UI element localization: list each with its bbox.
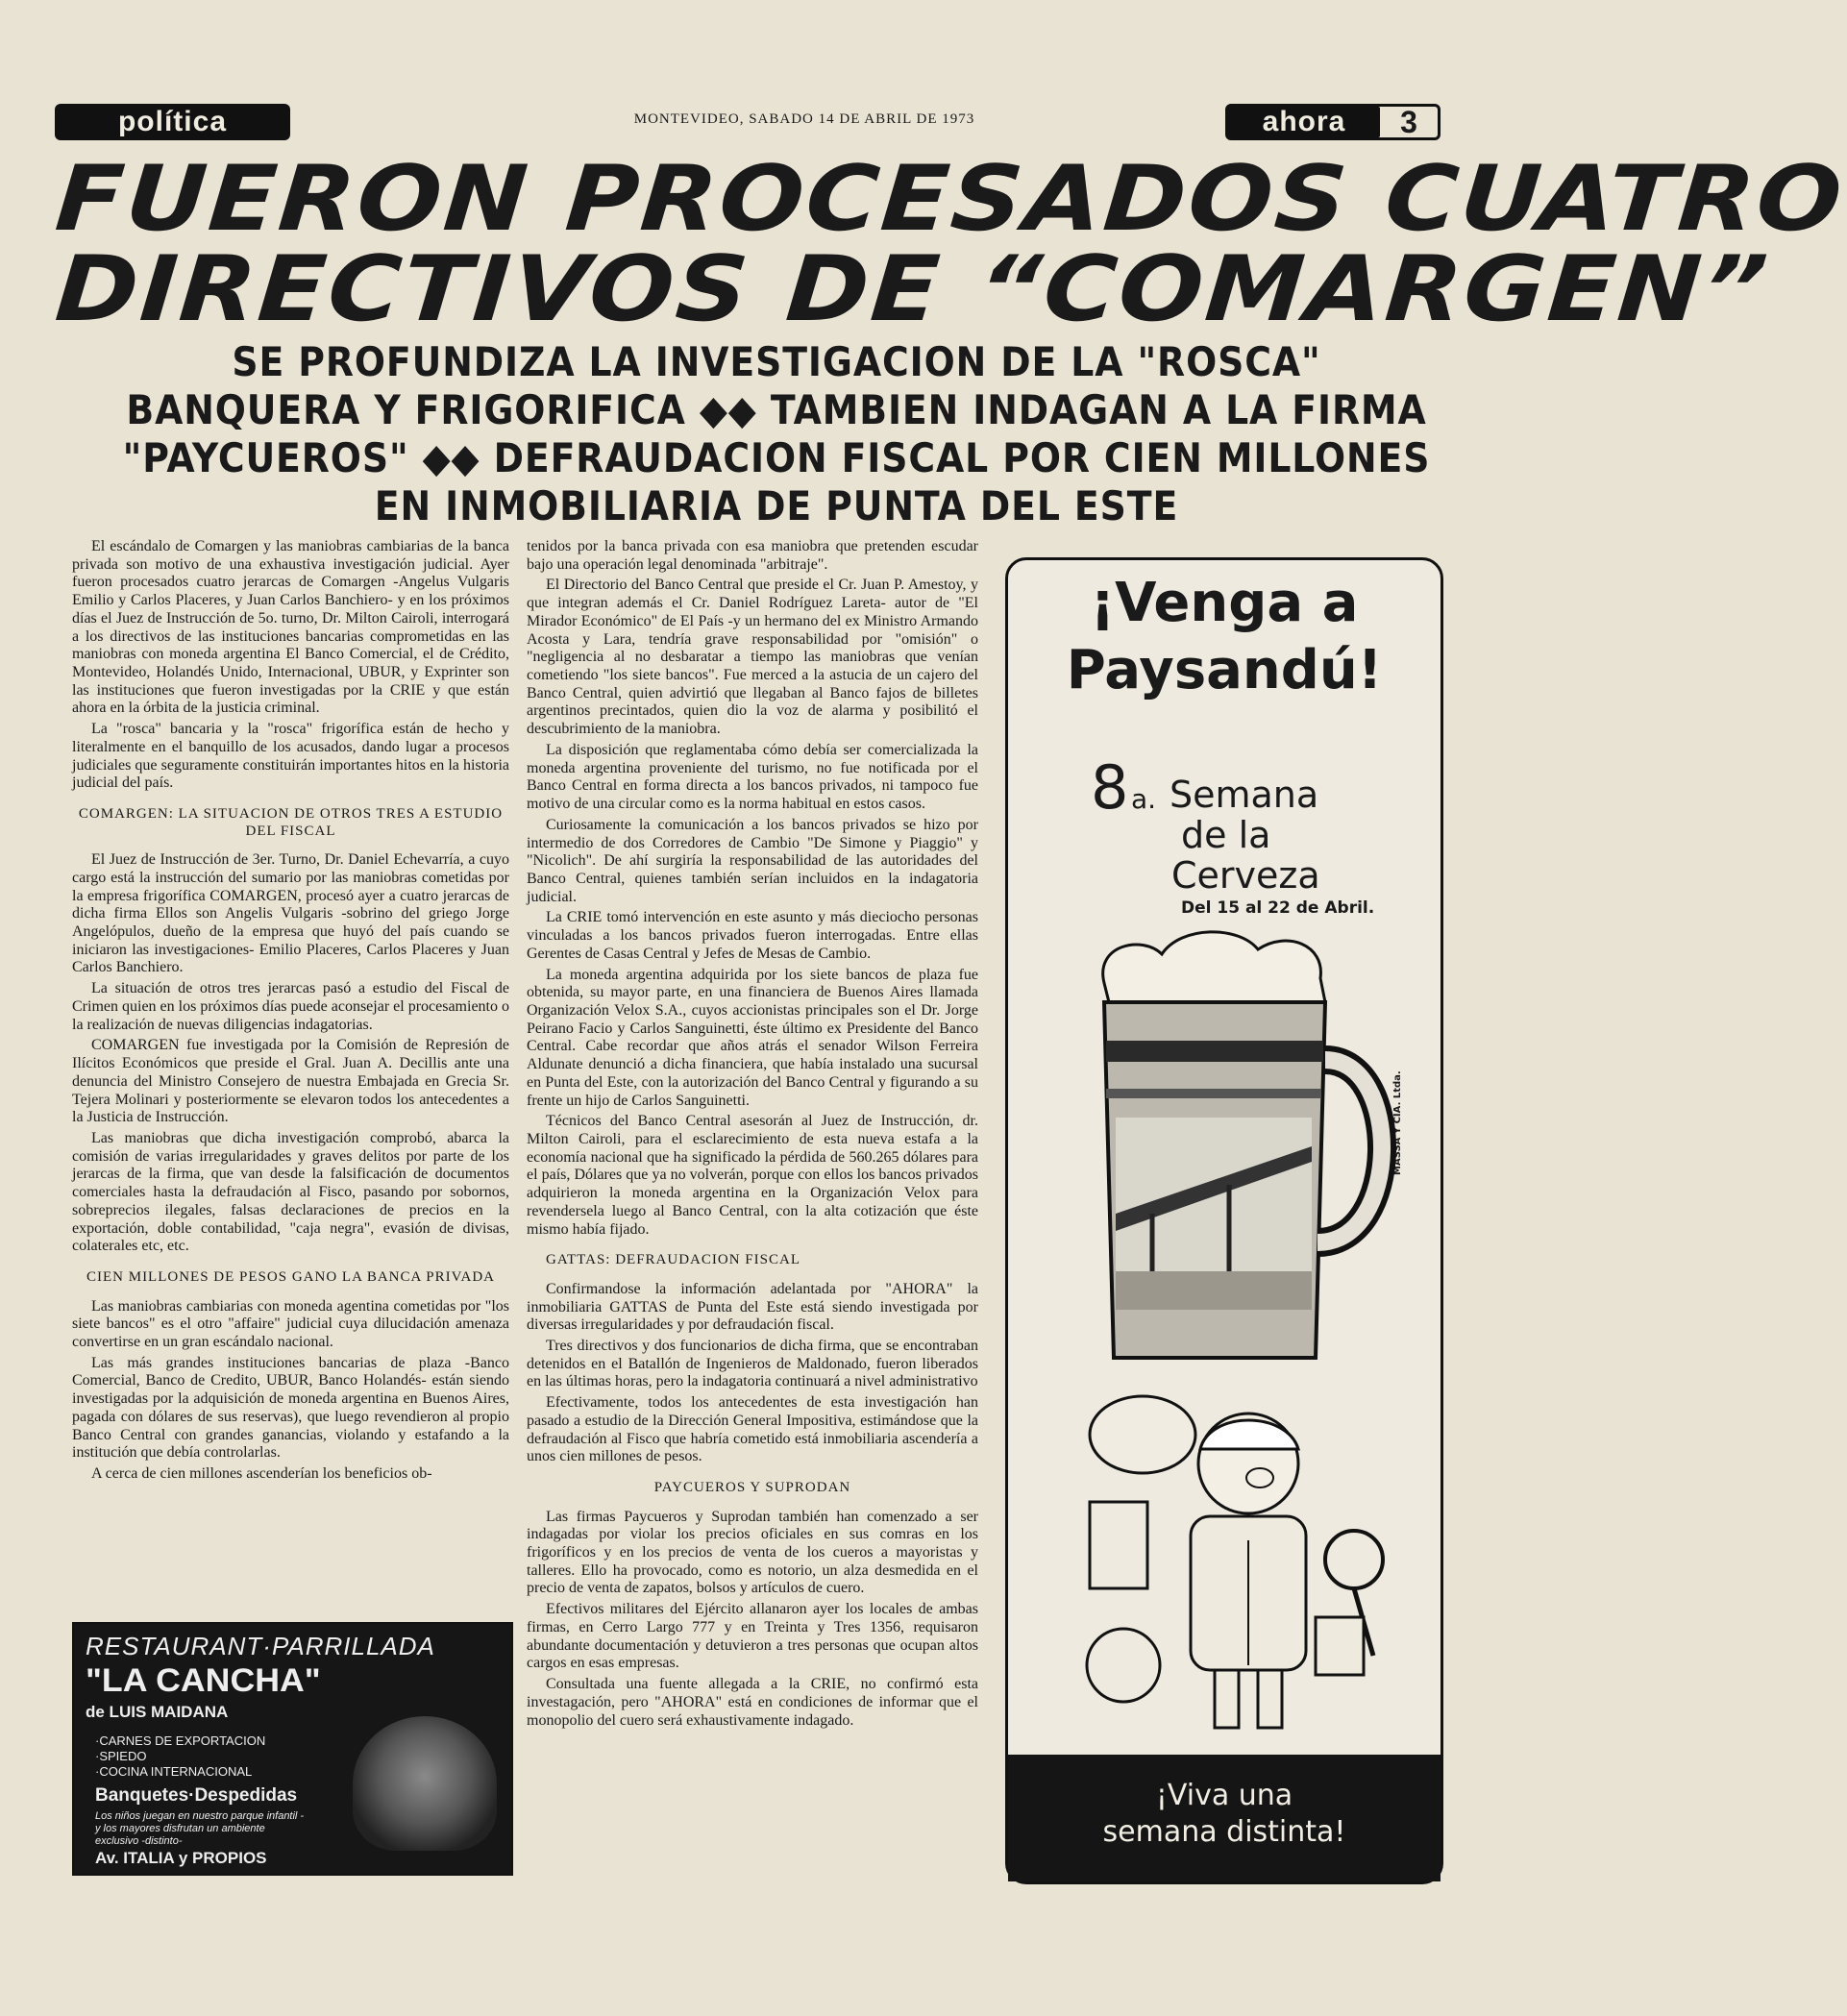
section-subhead: GATTAS: DEFRAUDACION FISCAL	[546, 1252, 800, 1268]
paragraph: El Juez de Instrucción de 3er. Turno, Dr. Daniel Echevarría, a cuyo cargo está la instrucción del sumario por las maniobras cometidas por la empresa frigorífica COMARGEN, procesó ayer a cuatro jerarcas de dicha firma Ellos son Angelis Vulgaris -sobrino del griego Jorge Angelópulos, dueño de la empresa que huyó del país cuando se iniciaron las investigaciones- Emilio Placeres, Carlos Placeres y Juan Carlos Banchiero.	[72, 851, 509, 976]
ad-restaurant-name: "LA CANCHA"	[86, 1662, 321, 1699]
ad-event-3: Cerveza	[1171, 854, 1320, 897]
ad-event-2: de la	[1181, 814, 1271, 856]
ad-headline-1: ¡Venga a	[1090, 572, 1359, 634]
headline-line-2: DIRECTIVOS DE “COMARGEN”	[52, 237, 1774, 342]
section-subhead: PAYCUEROS Y SUPRODAN	[653, 1480, 851, 1496]
paragraph: Las firmas Paycueros y Suprodan también han comenzado a ser indagadas por violar los precios oficiales en sus comras en los frigoríficos y en los precios de venta de los cueros a mayoristas y talleres. Ello ha provocado, como es notorio, un alza desmedida en el precio de venta de zapatos, bolsos y artículos de cuero.	[527, 1508, 978, 1597]
paragraph: Curiosamente la comunicación a los bancos privados se hizo por intermedio de dos Corredores de Cambio "De Simone y Piaggio" y "Nicolich". De ahí surgiría la responsabilidad de las autoridades del Banco Central, quienes también serían incluidos en la indagatoria judicial.	[527, 816, 978, 905]
beer-mug-illustration	[1037, 925, 1412, 1752]
paragraph: Consultada una fuente allegada a la CRIE, no confirmó esta investagación, pero "AHORA" está en condiciones de informar que el monopolio del cuero será exhaustivamente indagado.	[527, 1676, 978, 1729]
masthead-box	[1225, 104, 1441, 140]
beer-week-ad	[1005, 557, 1443, 1884]
paragraph: La CRIE tomó intervención en este asunto y más dieciocho personas vinculadas a los bancos privados fueron interrogadas. Entre ellas Gerentes de Casas Central y Jefes de Mesas de Cambio.	[527, 909, 978, 962]
paragraph: Las más grandes instituciones bancarias de plaza -Banco Comercial, Banco de Credito, UBUR, Banco Holandés- están siendo investigadas por la adquisición de moneda argentina en Buenos Aires, pagada con dólares de sus reservas), que luego revendieron al propio Banco Central con grandes ganancias, violando y estafando a la institución que debía controlarlas.	[72, 1354, 509, 1462]
subhead-line-3: "PAYCUEROS" ◆◆ DEFRAUDACION FISCAL POR CIEN MILLONES	[122, 434, 1431, 481]
paragraph: Confirmandose la información adelantada por "AHORA" la inmobiliaria GATTAS de Punta del Este está siendo investigada por diversas irregularidades y por defraudación fiscal.	[527, 1280, 978, 1334]
paragraph: La moneda argentina adquirida por los siete bancos de plaza fue obtenida, su mayor parte, en una financiera de Buenos Aires llamada Organización Velox S.A., cuyos accionistas principales son el Dr. Jorge Peirano Facio y Carlos Sanguinetti, éste último ex Presidente del Banco Central. Cabe recordar que años atrás el senador Wilson Ferreira Aldunate denunció a dicha financiera, que había instalado una sucursal en Punta del Este, con la autorización del Banco Central y figurando a su frente un hijo de Carlos Sanguinetti.	[527, 966, 978, 1109]
ad-edition-suffix: a.	[1131, 783, 1157, 815]
paragraph: Las maniobras que dicha investigación comprobó, abarca la comisión de varias irregularidades y graves delitos por parte de los jerarcas de la firma, que van desde la falsificación de documentos comerciales hasta la defraudación al Fisco, pasando por sobornos, sobreprecios ilegales, falsas declaraciones de precios en la exportación, doble contabilidad, "caja negra", evasión de divisas, colaterales etc, etc.	[72, 1129, 509, 1255]
ad-headline-2: Paysandú!	[1066, 639, 1383, 701]
paragraph: El Directorio del Banco Central que preside el Cr. Juan P. Amestoy, y que integran además el Cr. Daniel Rodríguez Lareta- autor de "El Mirador Económico" de El País -y un hermano del ex Ministro Armando Acosta y Lara, tendría grave responsabilidad por "omisión" o "negligencia al no desbaratar a tiempo las maniobras que venían cometiendo "los siete bancos". Fue merced a la astucia de un cajero del Banco Central, quien advirtió que llegaban al Banco fajos de billetes argentinos precintados, quien dio la voz de alarma y posibilitó el descubrimiento de la maniobra.	[527, 577, 978, 738]
paragraph: La "rosca" bancaria y la "rosca" frigorífica están de hecho y literalmente en el banquillo de los acusados, dando lugar a procesos judiciales que seguramente constituirán importantes hitos en la historia judicial del país.	[72, 721, 509, 792]
page-number: 3	[1400, 104, 1417, 139]
section-subhead: COMARGEN: LA SITUACION DE OTROS TRES A ESTUDIO DEL FISCAL	[78, 806, 504, 839]
section-label: política	[55, 104, 290, 140]
paragraph: La situación de otros tres jerarcas pasó a estudio del Fiscal de Crimen quien en los próximos días puede aconsejar el procesamiento o la realización de nuevas diligencias indagatorias.	[72, 980, 509, 1033]
paragraph: Tres directivos y dos funcionarios de dicha firma, que se encontraban detenidos en el Batallón de Ingenieros de Maldonado, fueron liberados en las últimas horas, pero la indagatoria continuará a nivel administrativo	[527, 1338, 978, 1390]
paragraph: COMARGEN fue investigada por la Comisión de Represión de Ilícitos Económicos que preside el Gral. Juan A. Decillis ante una denuncia del Ministro Consejero de nuestra Embajada en Grecia Sr. Tejera Molinari y posteriormente se elevaron todos los antecedentes a la Justicia de Instrucción.	[72, 1037, 509, 1126]
section-subhead: CIEN MILLONES DE PESOS GANO LA BANCA PRIVADA	[86, 1268, 495, 1285]
paragraph: tenidos por la banca privada con esa maniobra que pretenden escudar bajo una operación legal denominada "arbitraje".	[527, 538, 978, 573]
paragraph: El escándalo de Comargen y las maniobras cambiarias de la banca privada son motivo de una exhaustiva investigación judicial. Ayer fueron procesados cuatro jerarcas de Comargen -Angelus Vulgaris Emilio y Carlos Placeres, y Juan Carlos Banchiero- y en los próximos días el Juez de Instrucción de 5o. turno, Dr. Milton Cairoli, interrogará a los directivos de las instituciones bancarias comprometidas en las maniobras con moneda argentina El Banco Comercial, el de Crédito, Montevideo, Holandés Unido, Internacional, UBUR, y Exprinter son las instituciones que fueron investigadas por la CRIE y que están ahora en la órbita de la justicia criminal.	[72, 538, 509, 717]
subhead-line-4: EN INMOBILIARIA DE PUNTA DEL ESTE	[374, 482, 1179, 529]
paragraph: La disposición que reglamentaba cómo debía ser comercializada la moneda argentina proveniente del turismo, no fue notificada por el Banco Central en forma directa a los bancos privados, ni tampoco fue motivo de una circular como es la norma habitual en estos casos.	[527, 741, 978, 813]
ad-credit: MASSA Y CIA. Ltda.	[1392, 1070, 1403, 1175]
paragraph: Efectivos militares del Ejército allanaron ayer los locales de ambas firmas, en Cerro Largo 777 y en Treinta y Tres 1356, requisaron abundante documentación y detuvieron a tres personas que ocupan altos cargos en esas empresas.	[527, 1601, 978, 1672]
restaurant-ad	[72, 1622, 513, 1876]
ad-slogan-2: semana distinta!	[1102, 1815, 1346, 1849]
ad-dates: Del 15 al 22 de Abril.	[1181, 898, 1375, 918]
ad-owner: de LUIS MAIDANA	[86, 1703, 229, 1721]
paragraph: Efectivamente, todos los antecedentes de esta investigación han pasado a estudio de la Dirección General Impositiva, estimándose que la defraudación al Fisco que habría cometido está inmobiliaria ascendería a unos cien millones de pesos.	[527, 1394, 978, 1465]
dateline: MONTEVIDEO, SABADO 14 DE ABRIL DE 1973	[633, 111, 975, 127]
ad-edition-number: 8	[1091, 752, 1129, 823]
paragraph: Las maniobras cambiarias con moneda agentina cometidas por "los siete bancos" es el otro "affaire" judicial cuya dilucidación amenaza convertirse en un gran escándalo nacional.	[72, 1297, 509, 1350]
article-column-2	[527, 538, 978, 1874]
header-bar	[55, 104, 1439, 144]
subhead-line-1: SE PROFUNDIZA LA INVESTIGACION DE LA "ROSCA"	[232, 338, 1321, 385]
paper-name: ahora	[1228, 107, 1380, 137]
headline-line-1: FUERON PROCESADOS CUATRO	[52, 147, 1847, 252]
ad-slogan-1: ¡Viva una	[1155, 1779, 1293, 1812]
ad-bullet: ·COCINA INTERNACIONAL	[95, 1764, 253, 1779]
subhead-line-2: BANQUERA Y FRIGORIFICA ◆◆ TAMBIEN INDAGAN A LA FIRMA	[126, 386, 1427, 433]
owner-photo	[353, 1716, 497, 1851]
paragraph: A cerca de cien millones ascenderían los beneficios ob-	[91, 1464, 432, 1482]
ad-bullet: ·SPIEDO	[95, 1749, 147, 1763]
ad-services: Banquetes·Despedidas	[95, 1785, 298, 1806]
article-column-1	[72, 538, 509, 1612]
ad-description: Los niños juegan en nuestro parque infantil -y los mayores disfrutan un ambiente exclusivo -distinto-	[95, 1810, 305, 1848]
ad-bullet: ·CARNES DE EXPORTACION	[95, 1733, 266, 1748]
ad-address: Av. ITALIA y PROPIOS	[95, 1849, 267, 1867]
paragraph: Técnicos del Banco Central asesorán al Juez de Instrucción, dr. Milton Cairoli, para el esclarecimiento de esta nueva estafa a la economía nacional que ha significado la pérdida de 560.265 dólares para el país, Dólares que ya no volverán, porque con ellos los bancos privados adquirieron la moneda argentina en la Organización Velox para revendersela luego al Banco Central, con la alta cotización que éste mismo había fijado.	[527, 1113, 978, 1238]
ad-restaurant-type: RESTAURANT·PARRILLADA	[86, 1632, 435, 1660]
ad-event-1: Semana	[1170, 774, 1319, 816]
